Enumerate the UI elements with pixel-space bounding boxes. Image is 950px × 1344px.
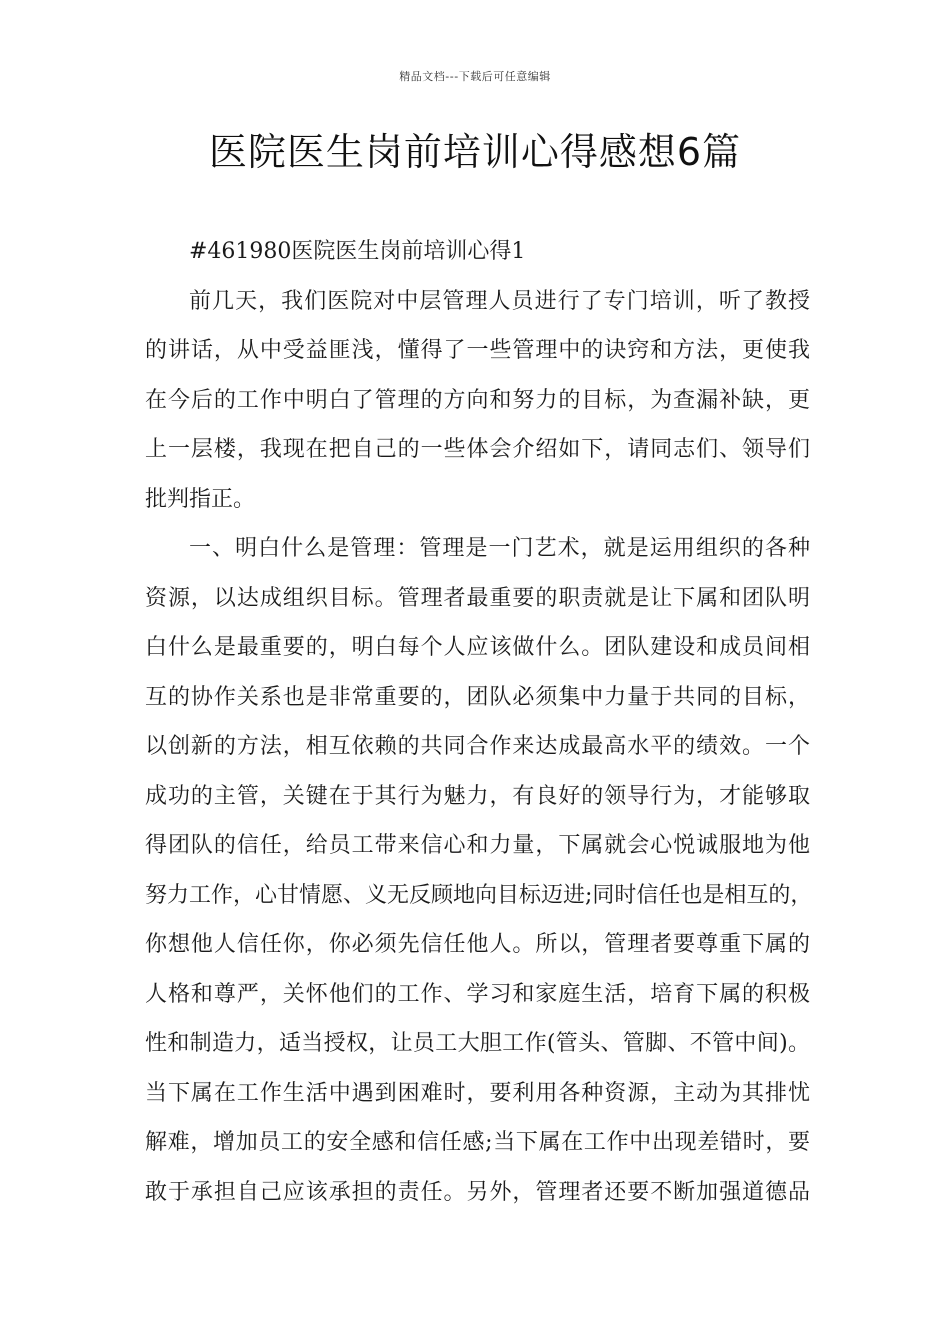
body-line: 前几天，我们医院对中层管理人员进行了专门培训，听了教授 (189, 288, 810, 314)
body-line: 互的协作关系也是非常重要的，团队必须集中力量于共同的目标， (145, 684, 810, 710)
section-heading: #461980医院医生岗前培训心得1 (189, 239, 526, 264)
body-line: 一、明白什么是管理：管理是一门艺术，就是运用组织的各种 (189, 536, 810, 561)
body-line: 以创新的方法，相互依赖的共同合作来达成最高水平的绩效。一个 (145, 734, 810, 759)
body-line: 人格和尊严，关怀他们的工作、学习和家庭生活，培育下属的积极 (145, 981, 810, 1007)
body-line: 上一层楼，我现在把自己的一些体会介绍如下，请同志们、领导们 (145, 437, 810, 462)
body-line: 批判指正。 (145, 486, 256, 512)
body-line: 性和制造力，适当授权，让员工大胆工作(管头、管脚、不管中间)。 (145, 1031, 810, 1056)
body-line: 成功的主管，关键在于其行为魅力，有良好的领导行为，才能够取 (145, 783, 810, 809)
header-note: 精品文档---下载后可任意编辑 (399, 70, 551, 83)
body-line: 在今后的工作中明白了管理的方向和努力的目标，为查漏补缺，更 (145, 387, 810, 413)
document-body (145, 227, 813, 1217)
body-line: 解难，增加员工的安全感和信任感;当下属在工作中出现差错时，要 (145, 1130, 810, 1155)
body-line: 敢于承担自己应该承担的责任。另外，管理者还要不断加强道德品 (145, 1179, 810, 1205)
body-line: 白什么是最重要的，明白每个人应该做什么。团队建设和成员间相 (145, 635, 810, 660)
document-title: 医院医生岗前培训心得感想6篇 (208, 130, 742, 174)
body-line: 当下属在工作生活中遇到困难时，要利用各种资源，主动为其排忧 (145, 1080, 810, 1106)
body-line: 得团队的信任，给员工带来信心和力量，下属就会心悦诚服地为他 (145, 833, 810, 858)
body-line: 努力工作，心甘情愿、义无反顾地向目标迈进;同时信任也是相互的， (145, 882, 813, 908)
body-line: 你想他人信任你，你必须先信任他人。所以，管理者要尊重下属的 (145, 932, 810, 957)
body-line: 资源，以达成组织目标。管理者最重要的职责就是让下属和团队明 (145, 585, 810, 611)
body-line: 的讲话，从中受益匪浅，懂得了一些管理中的诀窍和方法，更使我 (145, 338, 810, 363)
